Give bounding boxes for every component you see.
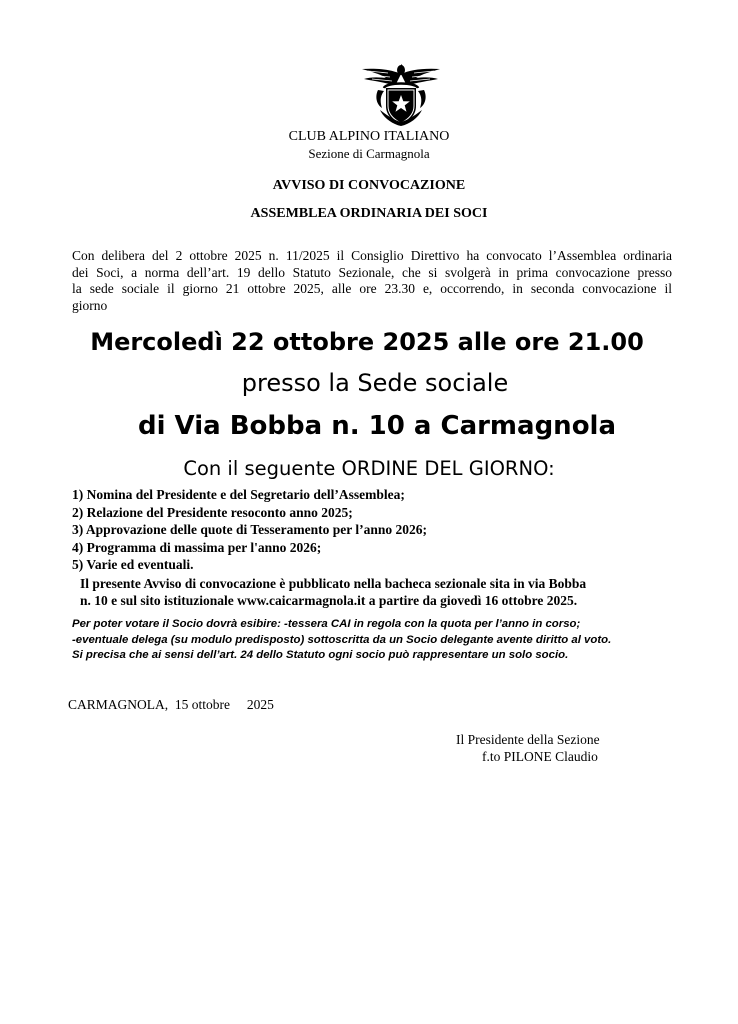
- voting-requirements-line: -eventuale delega (su modulo predisposto) sottoscritta da un Socio delegante avente diritto al voto.: [72, 633, 612, 646]
- agenda-list: [72, 486, 427, 574]
- assembly-title: ASSEMBLEA ORDINARIA DEI SOCI: [250, 206, 488, 221]
- publication-notice: [80, 575, 586, 609]
- intro-line: dei Soci, a norma dell’art. 19 dello Statuto Sezionale, che si svolgerà in prima convocazione presso: [72, 264, 672, 280]
- cai-eagle-star-emblem-icon: [358, 60, 444, 128]
- place-date: CARMAGNOLA, 15 ottobre 2025: [68, 697, 274, 712]
- publication-notice-line: Il presente Avviso di convocazione è pubblicato nella bacheca sezionale sita in via Bobba: [80, 576, 587, 591]
- agenda-heading: Con il seguente ORDINE DEL GIORNO:: [183, 457, 555, 480]
- org-name: CLUB ALPINO ITALIANO: [288, 129, 450, 144]
- voting-requirements: [72, 617, 611, 664]
- signature-name: f.to PILONE Claudio: [482, 749, 598, 764]
- meeting-location-intro: presso la Sede sociale: [241, 369, 509, 397]
- agenda-item: 4) Programma di massima per l'anno 2026;: [72, 539, 322, 555]
- intro-line: giorno: [72, 297, 108, 313]
- intro-line: la sede sociale il giorno 21 ottobre 2025, alle ore 23.30 e, occorrendo, in seconda convocazione il: [72, 281, 672, 296]
- signature-block: [456, 731, 600, 765]
- voting-requirements-line: Per poter votare il Socio dovrà esibire: -tessera CAI in regola con la quota per l’anno in corso;: [72, 618, 581, 630]
- signature-title: Il Presidente della Sezione: [456, 732, 600, 747]
- notice-title: AVVISO DI CONVOCAZIONE: [272, 178, 466, 193]
- agenda-item: 3) Approvazione delle quote di Tesseramento per l’anno 2026;: [72, 522, 428, 537]
- meeting-datetime: Mercoledì 22 ottobre 2025 alle ore 21.00: [90, 328, 644, 356]
- agenda-item: 5) Varie ed eventuali.: [72, 557, 194, 572]
- intro-paragraph: [72, 248, 672, 314]
- agenda-item: 1) Nomina del Presidente e del Segretario dell’Assemblea;: [72, 487, 405, 502]
- intro-line: Con delibera del 2 ottobre 2025 n. 11/2025 il Consiglio Direttivo ha convocato l’Assemblea ordinaria: [72, 248, 672, 263]
- meeting-address: di Via Bobba n. 10 a Carmagnola: [137, 411, 617, 441]
- agenda-item: 2) Relazione del Presidente resoconto anno 2025;: [72, 504, 353, 520]
- voting-requirements-line: Si precisa che ai sensi dell’art. 24 dello Statuto ogni socio può rappresentare un solo socio.: [72, 649, 569, 661]
- org-section: Sezione di Carmagnola: [308, 146, 430, 161]
- publication-notice-line: n. 10 e sul sito istituzionale www.caicarmagnola.it a partire da giovedì 16 ottobre 2025.: [80, 593, 578, 608]
